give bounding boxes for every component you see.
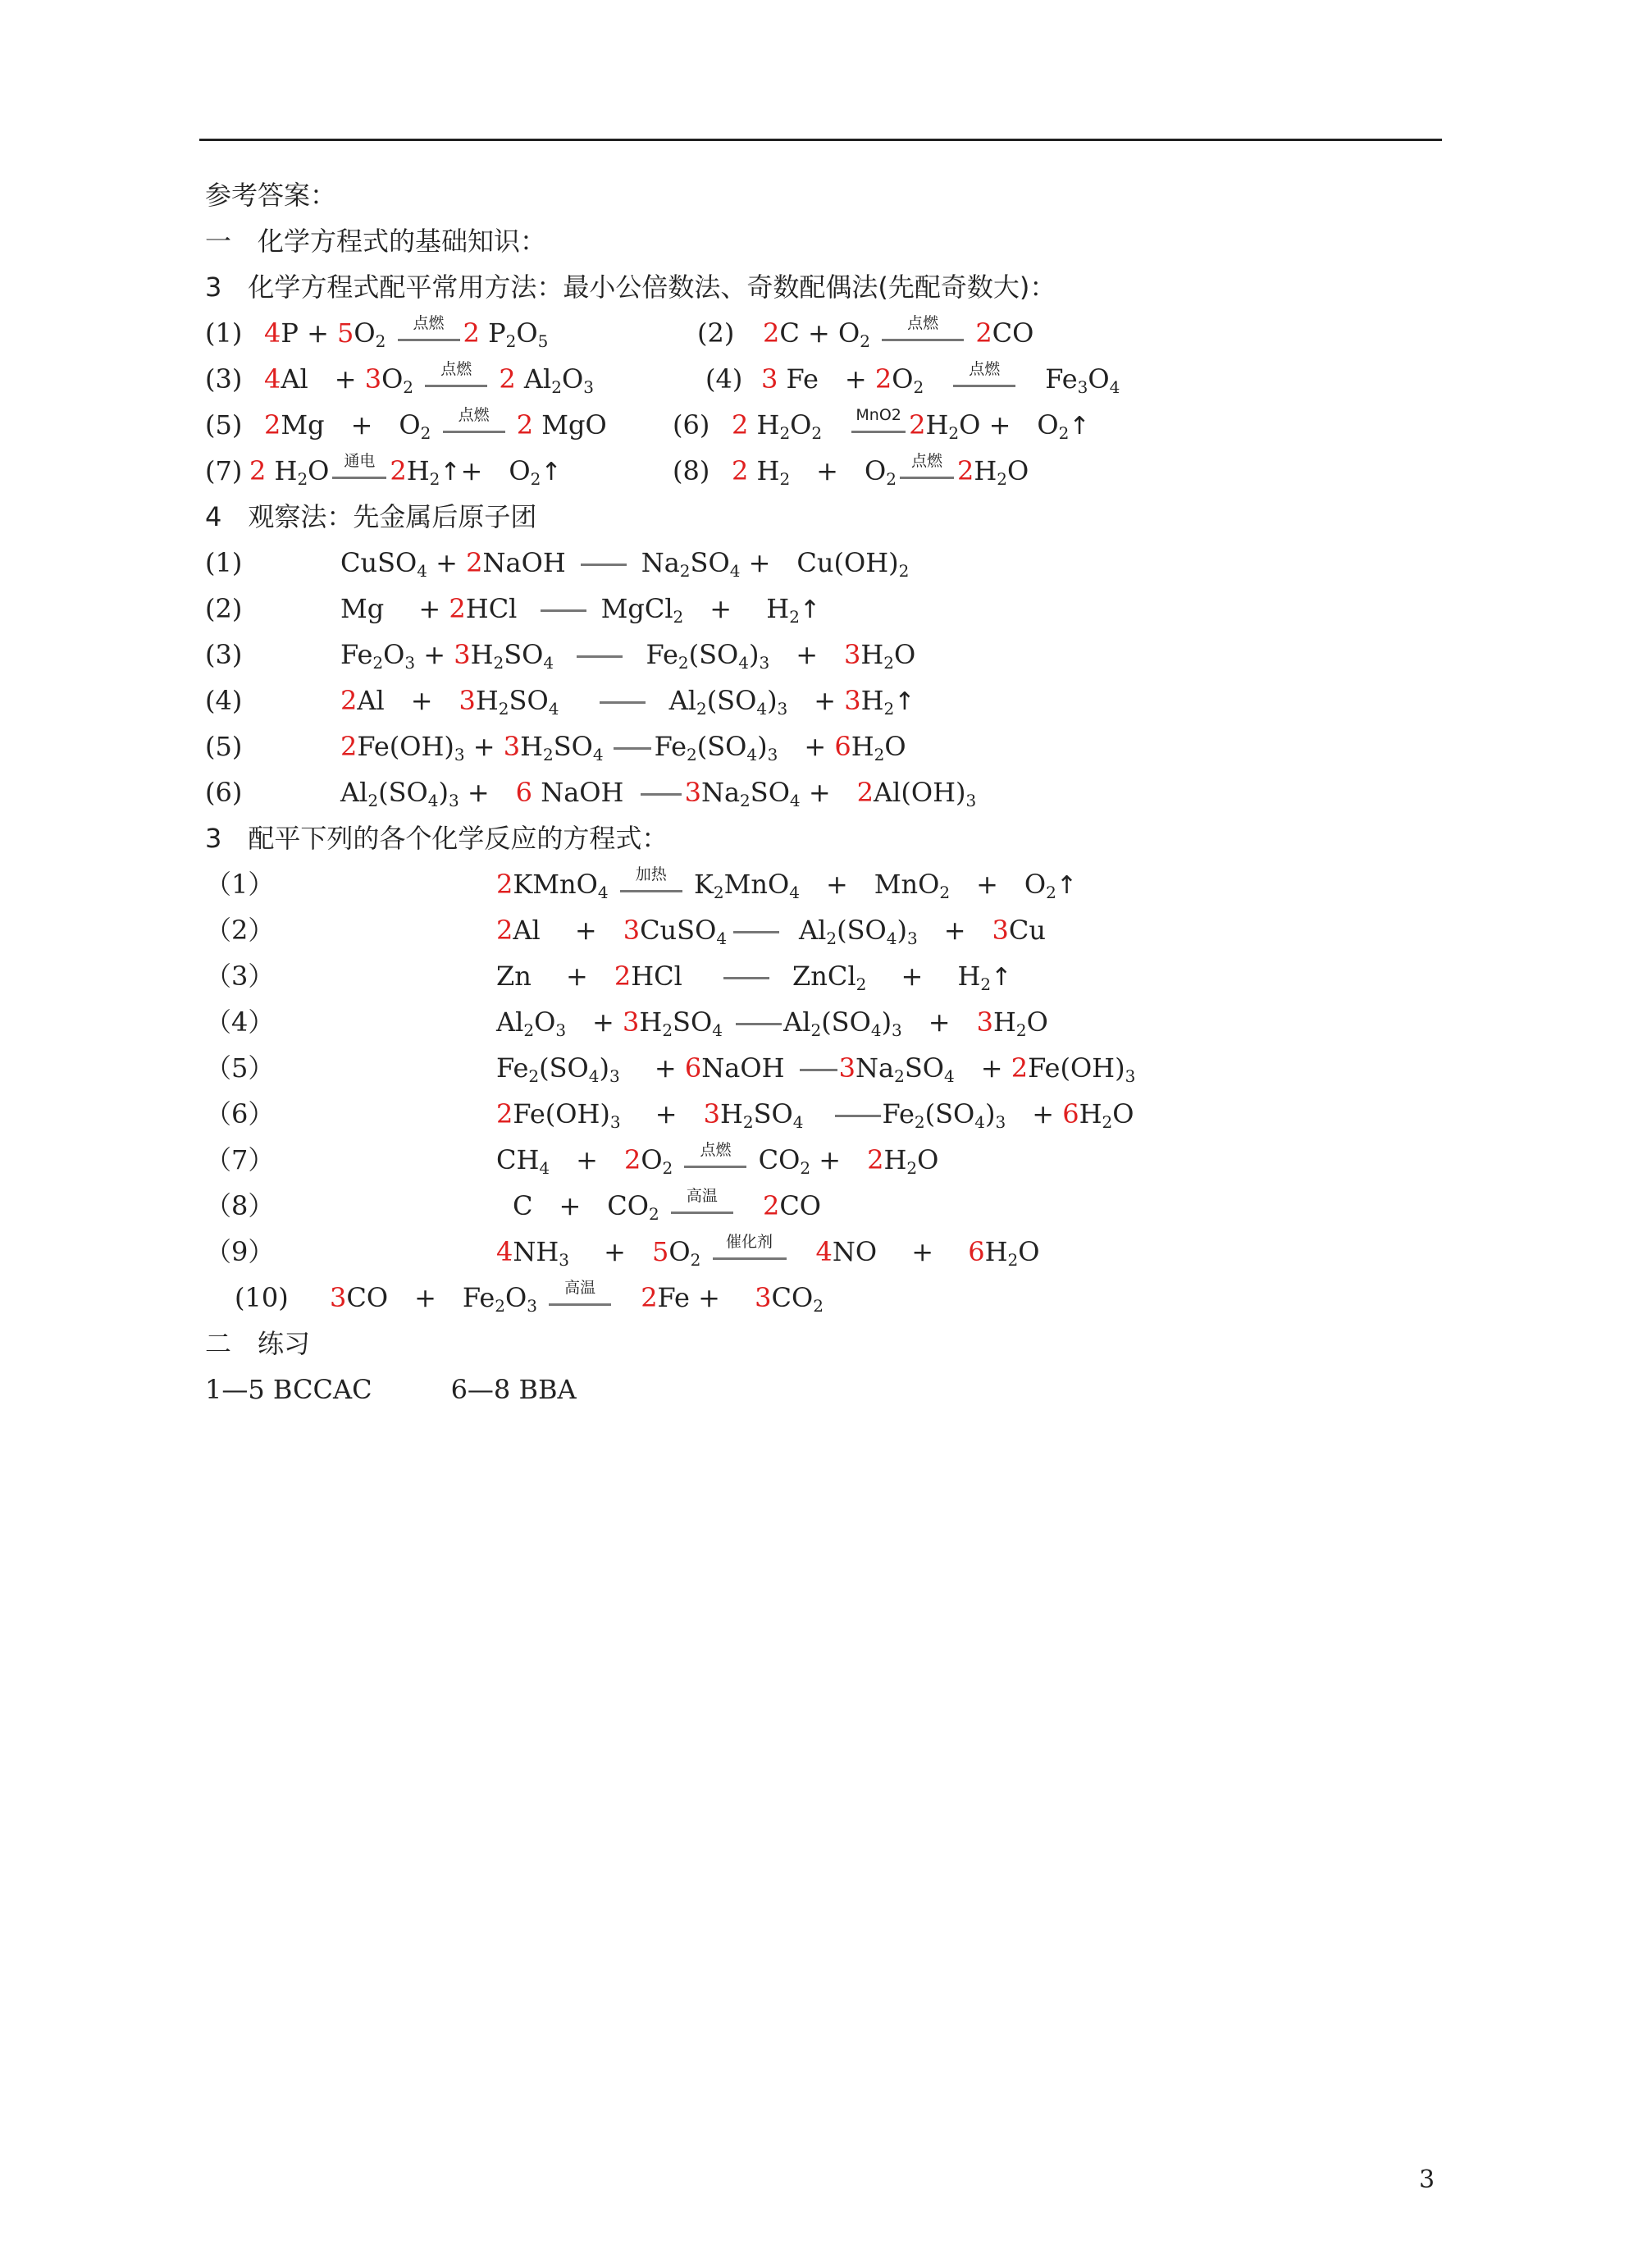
equation-label: （4） [205, 1006, 275, 1038]
equation-row [205, 448, 1435, 494]
coefficient: 2 [390, 455, 407, 486]
practice-answers: 1—5 BCCAC 6—8 BBA [205, 1374, 577, 1405]
equation-label: (2) [205, 593, 243, 624]
equation-label: (3) [205, 363, 243, 395]
coefficient: 2 [732, 409, 749, 440]
equation-label: (5) [205, 409, 243, 440]
coefficient: 6 [684, 1052, 702, 1084]
equation-row [205, 356, 1435, 402]
coefficient: 2 [463, 317, 480, 349]
coefficient: 2 [449, 593, 466, 624]
coefficient: 3 [992, 915, 1009, 946]
equation: C + $CO_2$ 高温 2CO [513, 1186, 822, 1224]
coefficient: 2 [956, 455, 974, 486]
section-basic-knowledge: 一 化学方程式的基础知识： [205, 226, 547, 257]
answer-title: 参考答案： [205, 180, 337, 211]
coefficient: 4 [496, 1236, 513, 1267]
equation-row [205, 540, 1435, 586]
equation-label: （5） [205, 1052, 275, 1084]
equation-label: (6) [205, 777, 243, 808]
coefficient: 2 [340, 685, 358, 716]
condition-label: 高温 [686, 1186, 718, 1205]
equation: $Fe_2(SO_4)_3$ + 6NaOH $3Na_2SO_4$ + $2Fe(OH)_3$ [496, 1052, 1136, 1086]
coefficient: 2 [867, 1144, 884, 1175]
condition-label: 通电 [344, 451, 376, 470]
equation-row [205, 861, 1435, 907]
coefficient: 6 [1062, 1098, 1079, 1129]
equation-label: （7） [205, 1144, 275, 1175]
equation-label: （6） [205, 1098, 275, 1129]
condition-label: 点燃 [458, 405, 490, 424]
coefficient: 2 [499, 363, 516, 395]
equation-label: （3） [205, 961, 275, 992]
equation-row [205, 1183, 1435, 1229]
coefficient: 4 [264, 363, 281, 395]
equation-row [205, 1137, 1435, 1183]
coefficient: 2 [340, 731, 358, 762]
condition-label: 点燃 [413, 313, 445, 332]
condition-label: 点燃 [440, 359, 472, 378]
equation-label: （1） [205, 869, 275, 900]
coefficient: 2 [641, 1282, 658, 1313]
condition-label: 高温 [564, 1278, 596, 1297]
page-number: 3 [1419, 2165, 1435, 2194]
equation-label: (10) [235, 1282, 289, 1313]
equation: 2Mg + $O_2$ 点燃 2 MgO [264, 405, 607, 443]
coefficient: 3 [623, 915, 641, 946]
coefficient: 3 [684, 777, 701, 808]
equation: 4Al + $3O_2$ 点燃 2 $Al_2O_3$ [264, 359, 594, 397]
condition-label: 催化剂 [725, 1232, 773, 1251]
coefficient: 2 [909, 409, 926, 440]
coefficient: 2 [516, 409, 534, 440]
coefficient: 6 [968, 1236, 985, 1267]
equation: $Fe_2O_3 + 3H_2SO_4$ $Fe_2(SO_4)_3$ + $3H_2O$ [340, 639, 916, 673]
equation: 3 Fe + $2O_2$ 点燃 $Fe_3O_4$ [761, 359, 1120, 397]
section-balancing-methods: 3 化学方程式配平常用方法：最小公倍数法、奇数配偶法(先配奇数大)： [205, 272, 1056, 303]
equation: $4NH_3$ + $5O_2$ 催化剂 4NO + $6H_2O$ [496, 1232, 1040, 1270]
coefficient: 2 [732, 455, 749, 486]
equation-label: (6) [673, 409, 710, 440]
equation: 2 $H_2O$ 通电 $2H_2↑+$ $O_2↑$ [249, 451, 562, 489]
condition-label: 点燃 [700, 1140, 732, 1159]
equation-row [205, 1275, 1435, 1321]
coefficient: 2 [762, 1190, 780, 1221]
equation: 3CO + $Fe_2O_3$ 高温 2Fe + $3CO_2$ [330, 1278, 824, 1316]
coefficient: 2 [856, 777, 874, 808]
equation-row [205, 769, 1435, 815]
equation-label: (7) [205, 455, 243, 486]
coefficient: 3 [976, 1006, 993, 1038]
equation-label: (8) [673, 455, 710, 486]
equation-row [205, 1091, 1435, 1137]
equation: Zn + 2HCl ZnCl$_2$ + $H_2↑$ [496, 961, 1012, 994]
equation-row [205, 632, 1435, 678]
coefficient: 2 [249, 455, 267, 486]
coefficient: 3 [454, 639, 471, 670]
equation: $4P + 5O_2$ 点燃 2 $P_2O_5$ [264, 313, 549, 351]
section-practice: 二 练习 [205, 1328, 311, 1359]
equation: 2 $H_2O_2$ MnO2 $2H_2O$ + $O_2↑$ [732, 405, 1090, 443]
equation-row [205, 907, 1435, 953]
condition-label: 点燃 [969, 359, 1001, 378]
coefficient: 2 [496, 1098, 513, 1129]
condition-label: 加热 [635, 865, 667, 883]
equation-row [205, 1045, 1435, 1091]
equation-label: (1) [205, 317, 243, 349]
coefficient: 3 [755, 1282, 772, 1313]
equation: $2Fe(OH)_3 + 3H_2SO_4$ $Fe_2(SO_4)_3$ + $6H_2O$ [340, 731, 906, 764]
equation-row [205, 310, 1435, 356]
equation: CuSO$_4$ + 2NaOH $Na_2SO_4$ + $Cu(OH)_2$ [340, 547, 910, 581]
coefficient: 3 [623, 1006, 640, 1038]
coefficient: 2 [763, 317, 780, 349]
equation-row [205, 586, 1435, 632]
equation: $Al_2(SO_4)_3$ + 6 NaOH $3Na_2SO_4$ + $2Al(OH)_3$ [340, 777, 977, 810]
equation-row [205, 1229, 1435, 1275]
equation-row [205, 953, 1435, 999]
condition-label: 点燃 [907, 313, 939, 332]
coefficient: 3 [503, 731, 521, 762]
equation-row [205, 723, 1435, 769]
coefficient: 3 [459, 685, 476, 716]
equation-row [205, 402, 1435, 448]
equation-label: (3) [205, 639, 243, 670]
equation-row [205, 999, 1435, 1045]
coefficient: 2 [496, 869, 513, 900]
coefficient: 4 [815, 1236, 833, 1267]
equation: 2Al + $3H_2SO_4$ $Al_2(SO_4)_3$ + $3H_2↑$ [340, 685, 915, 719]
equation-label: （2） [205, 915, 275, 946]
section-balance-equations: 3 配平下列的各个化学反应的方程式： [205, 823, 668, 854]
coefficient: 5 [652, 1236, 669, 1267]
equation: 2Al + 3CuSO$_4$ $Al_2(SO_4)_3$ + 3Cu [496, 915, 1046, 948]
coefficient: 3 [838, 1052, 856, 1084]
coefficient: 3 [703, 1098, 720, 1129]
equation-label: (1) [205, 547, 243, 578]
equation: 2KMnO$_4$ 加热 $K_2MnO_4$ + MnO$_2$ + $O_2↑$ [496, 865, 1078, 902]
coefficient: 2 [623, 1144, 641, 1175]
coefficient: 2 [1011, 1052, 1029, 1084]
condition-label: MnO2 [856, 405, 901, 424]
equation: $2C + O_2$ 点燃 2CO [763, 313, 1034, 351]
equation: Mg + 2HCl MgCl$_2$ + $H_2↑$ [340, 593, 821, 627]
equation: $Al_2O_3$ + $3H_2SO_4$ $Al_2(SO_4)_3$ + $3H_2O$ [496, 1006, 1048, 1040]
equation-row [205, 678, 1435, 723]
equation-label: (4) [705, 363, 743, 395]
coefficient: 3 [761, 363, 778, 395]
equation-label: （9） [205, 1236, 275, 1267]
coefficient: 2 [614, 961, 632, 992]
header-rule [199, 139, 1442, 141]
coefficient: 3 [844, 685, 861, 716]
coefficient: 3 [330, 1282, 347, 1313]
equation: $CH_4$ + $2O_2$ 点燃 $CO_2$ + $2H_2O$ [496, 1140, 939, 1178]
equation-label: (5) [205, 731, 243, 762]
coefficient: 2 [264, 409, 281, 440]
coefficient: 5 [337, 317, 354, 349]
equation-label: （8） [205, 1190, 275, 1221]
condition-label: 点燃 [910, 451, 942, 470]
coefficient: 3 [364, 363, 382, 395]
equation-label: (4) [205, 685, 243, 716]
coefficient: 6 [515, 777, 533, 808]
coefficient: 2 [496, 915, 513, 946]
coefficient: 3 [844, 639, 861, 670]
section-observation-method: 4 观察法：先金属后原子团 [205, 501, 537, 532]
coefficient: 2 [466, 547, 483, 578]
coefficient: 4 [264, 317, 281, 349]
equation-label: (2) [697, 317, 735, 349]
coefficient: 2 [975, 317, 992, 349]
equation: 2 $H_2$ + $O_2$ 点燃 $2H_2O$ [732, 451, 1029, 489]
equation: $2Fe(OH)_3$ + $3H_2SO_4$ $Fe_2(SO_4)_3$ + $6H_2O$ [496, 1098, 1134, 1132]
coefficient: 6 [834, 731, 851, 762]
coefficient: 2 [874, 363, 892, 395]
